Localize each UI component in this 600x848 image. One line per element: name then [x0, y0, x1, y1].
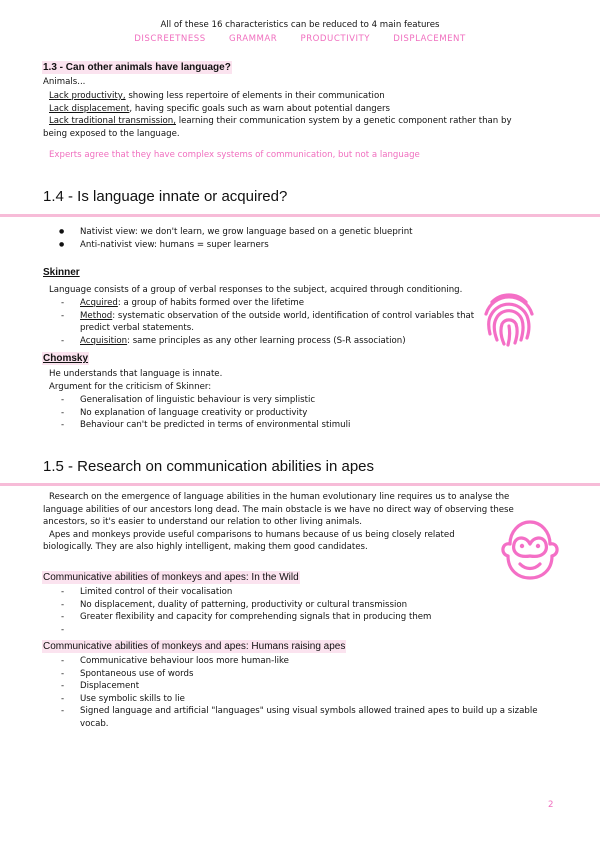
feature-grammar: GRAMMAR [228, 34, 278, 44]
section-divider [0, 214, 600, 217]
list-item [49, 115, 569, 128]
skinner-title: Skinner [43, 267, 80, 278]
section-1-5-title: 1.5 - Research on communication abilities in apes [43, 458, 375, 475]
section-1-3-title: 1.3 - Can other animals have language? [43, 62, 231, 73]
list-item: - Limited control of their vocalisation [80, 586, 540, 599]
paragraph-line: Apes and monkeys provide useful comparisons to humans because of us being closely related [49, 529, 455, 540]
description: learning their communication system by a genetic component rather than by [175, 116, 512, 127]
description: showing less repertoire of elements in their communication [125, 91, 385, 101]
transmission-continuation: being exposed to the language. [43, 129, 180, 139]
list-item: - Spontaneous use of words [80, 668, 560, 681]
list-item: - No explanation of language creativity or productivity [80, 407, 540, 420]
list-item: ● Anti-nativist view: humans = super learners [80, 239, 560, 252]
section-1-4-title: 1.4 - Is language innate or acquired? [43, 188, 288, 205]
list-item: - Greater flexibility and capacity for comprehending signals that in producing them [80, 611, 540, 624]
section-divider [0, 483, 600, 486]
term: Method [80, 310, 113, 321]
chomsky-title: Chomsky [43, 353, 89, 364]
description: : a group of habits formed over the lifetime [117, 298, 305, 308]
description: : systematic observation of the outside world, identification of control variables that [112, 310, 475, 321]
list-item [80, 705, 560, 730]
chomsky-line-1: He understands that language is innate. [49, 369, 223, 379]
description: : same principles as any other learning process (S-R association) [127, 335, 406, 346]
list-item [80, 297, 500, 310]
intro-line: All of these 16 characteristics can be reduced to 4 main features [160, 20, 440, 30]
list-item: - Displacement [80, 680, 560, 693]
list-item: - Communicative behaviour loos more human-like [80, 655, 560, 668]
list-item [49, 90, 569, 103]
chomsky-list [80, 394, 540, 432]
term: Lack traditional transmission, [49, 116, 176, 127]
description: , having specific goals such as warn about potential dangers [129, 103, 391, 114]
features-list [0, 33, 600, 46]
monkey-icon [496, 514, 564, 582]
humans-list [80, 655, 560, 731]
wild-title: Communicative abilities of monkeys and apes: In the Wild [43, 572, 299, 583]
research-paragraph [43, 491, 563, 554]
list-item [49, 103, 569, 116]
skinner-intro: Language consists of a group of verbal responses to the subject, acquired through conditioning. [49, 285, 463, 295]
list-item: - Use symbolic skills to lie [80, 693, 560, 706]
paragraph-line: Research on the emergence of language abilities in the human evolutionary line requires us to analyse the [49, 492, 510, 502]
item-continuation: vocab. [80, 718, 109, 729]
feature-productivity: PRODUCTIVITY [300, 34, 371, 44]
wild-list [80, 586, 540, 636]
paragraph-line: biologically. They are also highly intelligent, making them good candidates. [43, 542, 368, 553]
feature-displacement: DISPLACEMENT [393, 34, 466, 44]
list-item: - No displacement, duality of patterning, productivity or cultural transmission [80, 599, 540, 612]
page-number: 2 [548, 800, 554, 810]
term: Lack productivity, [49, 91, 126, 101]
list-item: - Behaviour can't be predicted in terms of environmental stimuli [80, 419, 540, 432]
fingerprint-icon [478, 288, 540, 350]
list-item: - Generalisation of linguistic behaviour is very simplistic [80, 394, 540, 407]
paragraph-line: ancestors, so it's easier to understand our relation to other living animals. [43, 517, 362, 528]
term: Acquired [80, 298, 118, 308]
term: Acquisition [80, 335, 128, 346]
item-text: Signed language and artificial "languages" using visual symbols allowed trained apes to build up a sizable [80, 706, 538, 717]
list-item: ● Nativist view: we don't learn, we grow language based on a genetic blueprint [80, 226, 560, 239]
list-item [80, 310, 500, 335]
animals-list [49, 90, 569, 128]
list-item [80, 335, 500, 348]
method-continuation: predict verbal statements. [80, 323, 194, 334]
experts-note: Experts agree that they have complex systems of communication, but not a language [49, 150, 420, 160]
paragraph-line: language abilities of our ancestors long dead. The main obstacle is we have no direct way of observing these [43, 504, 514, 515]
humans-title: Communicative abilities of monkeys and apes: Humans raising apes [43, 641, 346, 652]
chomsky-line-2: Argument for the criticism of Skinner: [49, 382, 212, 392]
animals-lead: Animals... [43, 77, 86, 87]
feature-discreetness: DISCREETNESS [134, 34, 206, 44]
term: Lack displacement [49, 103, 130, 114]
nativism-bullets [80, 226, 560, 251]
list-item [80, 624, 540, 637]
skinner-list [80, 297, 500, 347]
